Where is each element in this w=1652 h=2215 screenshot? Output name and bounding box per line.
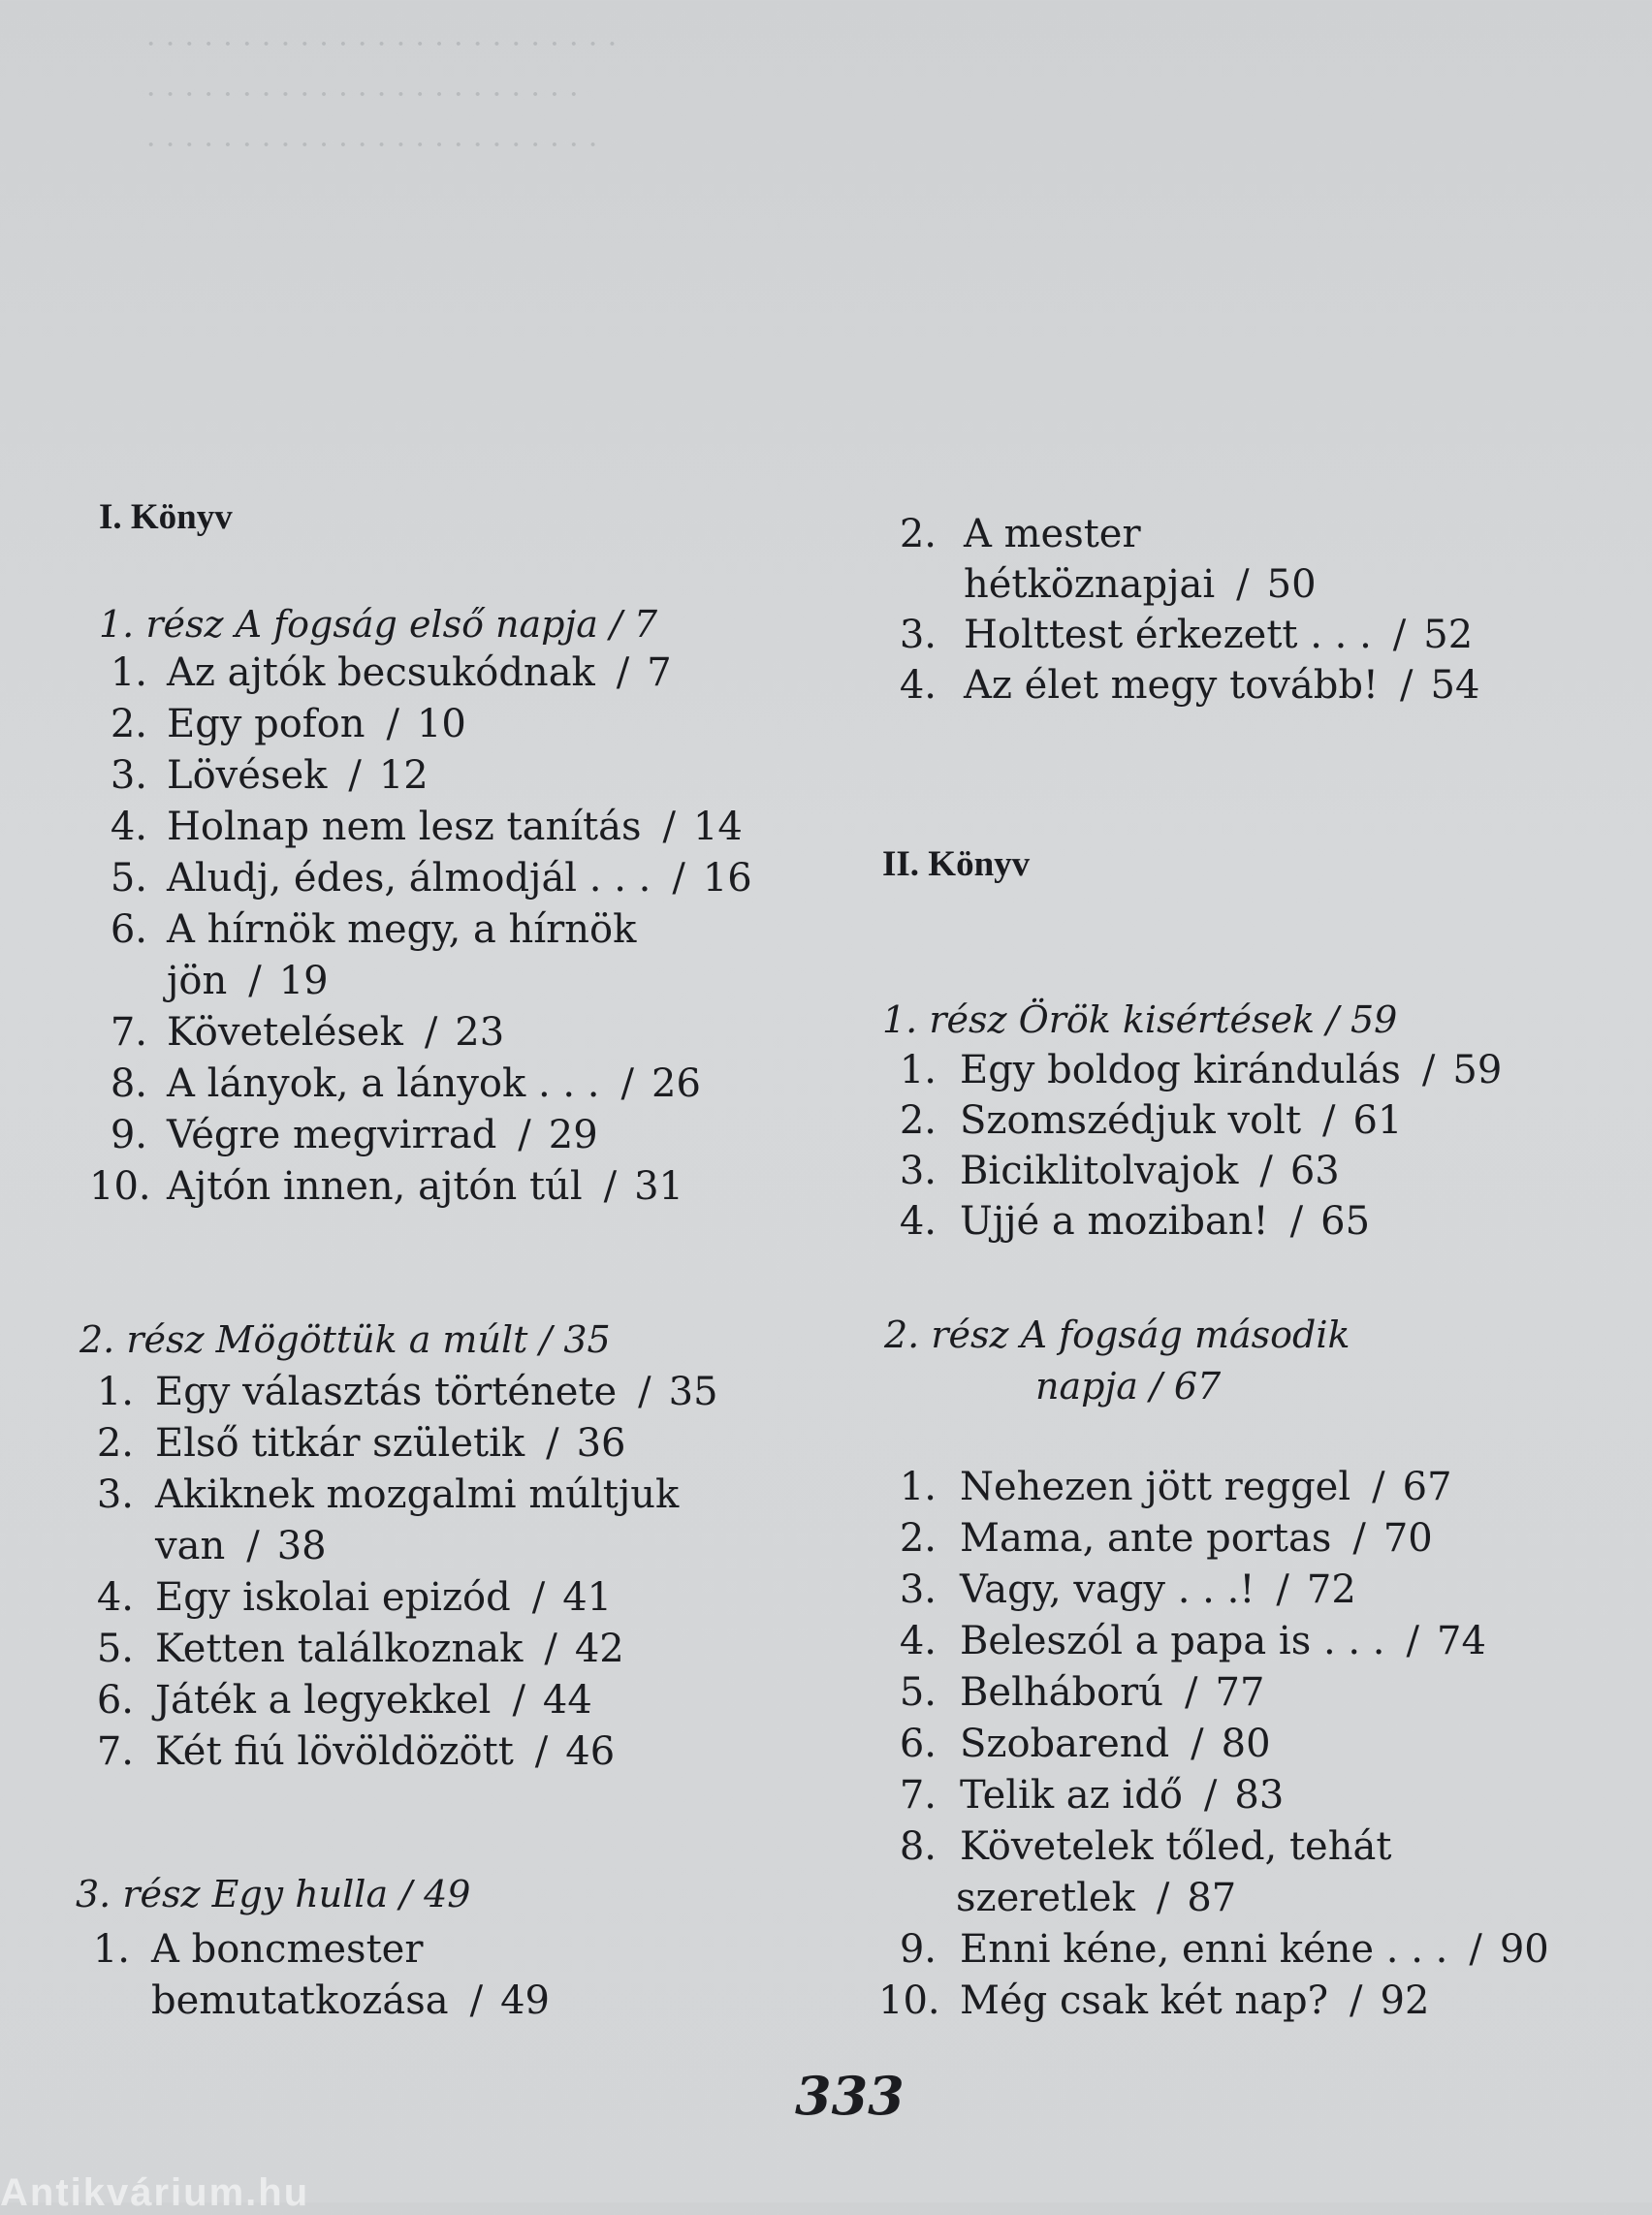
page-separator: / [1350,1978,1363,2023]
toc-entry [89,802,743,852]
toc-entry-continuation [964,559,1317,610]
entry-page-number: 50 [1266,562,1317,607]
page-separator: / [546,1421,559,1466]
entry-page-number: 16 [702,856,752,901]
toc-entry [89,699,466,749]
page-separator: / [518,1113,531,1157]
toc-entry [89,1161,683,1212]
entry-number: 7. [110,1010,147,1055]
entry-title: Biciklitolvajok [960,1149,1239,1193]
entry-number: 2. [899,1516,937,1561]
toc-entry [76,1624,624,1674]
entry-title: Akiknek mozgalmi múltjuk [155,1472,680,1517]
entry-page-number: 90 [1499,1927,1549,1972]
toc-entry [878,1196,1370,1247]
entry-title: Aludj, édes, álmodjál . . . [167,856,651,901]
entry-number: 1. [110,650,147,695]
book2-part1-heading: 1. rész Örök kisértések / 59 [882,998,1398,1041]
entry-title: Az ajtók becsukódnak [167,650,595,695]
entry-title: Játék a legyekkel [155,1678,492,1723]
toc-entry [878,1719,1271,1769]
book2-part2-heading-line2: napja / 67 [1035,1365,1222,1408]
entry-title: Ujjé a moziban! [960,1199,1269,1244]
entry-title-continuation: jön [167,959,228,1003]
page-separator: / [1392,613,1407,657]
entry-page-number: 74 [1437,1619,1486,1663]
toc-entry [878,509,1141,559]
entry-page-number: 29 [548,1113,598,1157]
entry-page-number: 65 [1320,1199,1371,1244]
entry-page-number: 80 [1221,1722,1271,1766]
entry-title: Szomszédjuk volt [960,1098,1302,1143]
entry-title: Követelések [167,1010,403,1055]
page-separator: / [424,1010,438,1055]
page-separator: / [348,753,362,798]
entry-page-number: 52 [1423,613,1474,657]
toc-entry [76,1572,612,1623]
page-number: 333 [795,2065,905,2127]
entry-number: 6. [110,907,147,952]
entry-title-continuation: szeretlek [956,1876,1135,1920]
page-separator: / [1322,1098,1336,1143]
entry-number: 9. [110,1113,147,1157]
entry-title-continuation: bemutatkozása [151,1978,449,2023]
entry-title: Az élet megy tovább! [964,663,1380,708]
entry-number: 6. [899,1722,937,1766]
entry-page-number: 54 [1430,663,1480,708]
toc-entry [89,904,636,955]
toc-entry [76,1418,626,1469]
page-separator: / [662,805,676,849]
entry-page-number: 26 [651,1061,701,1106]
entry-title: Végre megvirrad [167,1113,497,1157]
page-separator: / [1406,1619,1419,1663]
entry-page-number: 23 [455,1010,505,1055]
toc-entry [878,1462,1452,1512]
entry-page-number: 10 [416,702,466,746]
entry-number: 3. [96,1472,134,1517]
entry-title: Beleszól a papa is . . . [960,1619,1385,1663]
toc-entry [878,1770,1284,1820]
entry-number: 10. [89,1164,151,1209]
entry-number: 6. [96,1678,134,1723]
entry-page-number: 14 [692,805,743,849]
page-separator: / [616,650,630,695]
page-separator: / [1421,1048,1436,1092]
entry-number: 2. [899,512,937,556]
page-separator: / [1352,1516,1366,1561]
toc-entry [76,1726,615,1777]
entry-number: 3. [899,1567,937,1612]
entry-title: Belháború [960,1670,1164,1715]
entry-title: Követelek tőled, tehát [960,1824,1392,1869]
entry-number: 4. [110,805,147,849]
page-separator: / [1203,1773,1218,1818]
toc-entry [89,1059,701,1109]
entry-title: Ajtón innen, ajtón túl [167,1164,583,1209]
toc-entry [76,1470,679,1520]
toc-entry [878,1513,1433,1564]
toc-entry [878,610,1473,660]
entry-page-number: 87 [1187,1876,1237,1920]
toc-entry [89,648,672,698]
entry-page-number: 83 [1234,1773,1285,1818]
entry-number: 4. [96,1575,134,1620]
toc-entry [878,1924,1549,1975]
entry-page-number: 92 [1380,1978,1430,2023]
toc-entry [878,1821,1391,1872]
entry-number: 1. [96,1370,134,1414]
toc-entry-continuation [155,1521,327,1571]
entry-title: Még csak két nap? [960,1978,1329,2023]
entry-title: Enni kéne, enni kéne . . . [960,1927,1448,1972]
entry-page-number: 41 [562,1575,613,1620]
entry-page-number: 44 [542,1678,592,1723]
entry-title-continuation: hétköznapjai [964,562,1216,607]
entry-title: Egy iskolai epizód [155,1575,511,1620]
page-separator: / [1185,1670,1198,1715]
entry-title-continuation: van [155,1524,226,1568]
entry-title: A hírnök megy, a hírnök [167,907,637,952]
bleed-through-text: · · · · · · · · · · · · · · · · · · · · · · · · · · · · · · · · · · · · · · · · · · · · · · · · · · · · · · · · · · · · · · · · · · · · · · · · [145,26,619,163]
entry-title: Mama, ante portas [960,1516,1332,1561]
entry-title: Egy pofon [167,702,365,746]
toc-entry-continuation [167,956,329,1006]
entry-page-number: 36 [576,1421,626,1466]
entry-page-number: 70 [1382,1516,1433,1561]
entry-number: 3. [110,753,147,798]
page-separator: / [512,1678,525,1723]
entry-page-number: 72 [1306,1567,1356,1612]
entry-page-number: 31 [634,1164,684,1209]
page-separator: / [1236,562,1250,607]
entry-number: 4. [899,1199,937,1244]
entry-title: Egy boldog kirándulás [960,1048,1401,1092]
entry-page-number: 42 [574,1627,624,1671]
entry-number: 2. [110,702,147,746]
entry-page-number: 67 [1402,1465,1452,1509]
entry-number: 3. [899,1149,937,1193]
entry-page-number: 12 [378,753,429,798]
page-separator: / [1469,1927,1482,1972]
toc-entry [89,750,429,801]
entry-number: 5. [899,1670,937,1715]
entry-number: 10. [878,1978,940,2023]
page-separator: / [469,1978,484,2023]
toc-entry [878,1565,1356,1615]
book1-title: I. Könyv [99,497,233,537]
entry-page-number: 77 [1215,1670,1265,1715]
page-separator: / [638,1370,651,1414]
page-separator: / [620,1061,635,1106]
entry-title: Egy választás története [155,1370,618,1414]
page-separator: / [531,1575,546,1620]
page-separator: / [386,702,399,746]
entry-number: 8. [899,1824,937,1869]
entry-page-number: 46 [565,1729,616,1774]
entry-title: Holnap nem lesz tanítás [167,805,642,849]
toc-entry [72,1924,423,1975]
entry-number: 5. [96,1627,134,1671]
toc-entry [878,1045,1502,1095]
page-separator: / [1276,1567,1289,1612]
toc-entry [878,1667,1264,1718]
page-separator: / [1191,1722,1204,1766]
entry-number: 4. [899,663,937,708]
entry-title: Ketten találkoznak [155,1627,524,1671]
toc-entry [878,1146,1340,1196]
toc-entry [878,1095,1402,1146]
entry-title: Lövések [167,753,328,798]
entry-title: A boncmester [151,1927,424,1972]
entry-title: A lányok, a lányok . . . [167,1061,600,1106]
entry-title: Első titkár születik [155,1421,525,1466]
entry-page-number: 63 [1289,1149,1340,1193]
toc-entry-continuation [956,1873,1236,1923]
book2-part2-heading: 2. rész A fogság második [884,1313,1350,1356]
page-separator: / [544,1627,557,1671]
toc-entry-continuation [151,1976,550,2026]
entry-page-number: 61 [1352,1098,1403,1143]
book1-part3-heading: 3. rész Egy hulla / 49 [76,1873,471,1915]
toc-entry [878,1976,1429,2026]
page-separator: / [603,1164,618,1209]
book1-part1-heading: 1. rész A fogság első napja / 7 [99,603,658,646]
entry-page-number: 59 [1452,1048,1503,1092]
entry-title: A mester [964,512,1141,556]
page-separator: / [1400,663,1414,708]
entry-number: 9. [899,1927,937,1972]
entry-page-number: 7 [647,650,672,695]
entry-page-number: 19 [278,959,329,1003]
entry-title: Holttest érkezett . . . [964,613,1372,657]
entry-number: 2. [96,1421,134,1466]
page-separator: / [248,959,262,1003]
entry-title: Telik az idő [960,1773,1183,1818]
entry-number: 5. [110,856,147,901]
book2-title: II. Könyv [882,844,1031,884]
watermark: Antikvárium.hu [0,2171,310,2214]
page-separator: / [1259,1149,1273,1193]
page-separator: / [1372,1465,1385,1509]
entry-number: 7. [899,1773,937,1818]
toc-entry [878,1616,1486,1666]
page-separator: / [534,1729,549,1774]
toc-entry [89,853,752,903]
toc-entry [878,660,1479,711]
toc-entry [89,1007,504,1058]
entry-page-number: 38 [276,1524,327,1568]
entry-number: 1. [899,1465,937,1509]
entry-page-number: 35 [668,1370,718,1414]
entry-title: Szobarend [960,1722,1170,1766]
entry-number: 4. [899,1619,937,1663]
toc-entry [89,1110,598,1160]
entry-title: Nehezen jött reggel [960,1465,1351,1509]
toc-entry [76,1367,718,1417]
book1-part2-heading: 2. rész Mögöttük a múlt / 35 [79,1318,611,1361]
entry-number: 1. [899,1048,937,1092]
entry-number: 1. [92,1927,130,1972]
page-separator: / [1289,1199,1304,1244]
toc-entry [76,1675,592,1725]
entry-number: 2. [899,1098,937,1143]
entry-title: Vagy, vagy . . .! [960,1567,1255,1612]
page-separator: / [246,1524,260,1568]
page-separator: / [1156,1876,1170,1920]
entry-title: Két fiú lövöldözött [155,1729,514,1774]
entry-number: 3. [899,613,937,657]
entry-number: 7. [96,1729,134,1774]
entry-page-number: 49 [500,1978,550,2023]
page-separator: / [672,856,685,901]
entry-number: 8. [110,1061,147,1106]
